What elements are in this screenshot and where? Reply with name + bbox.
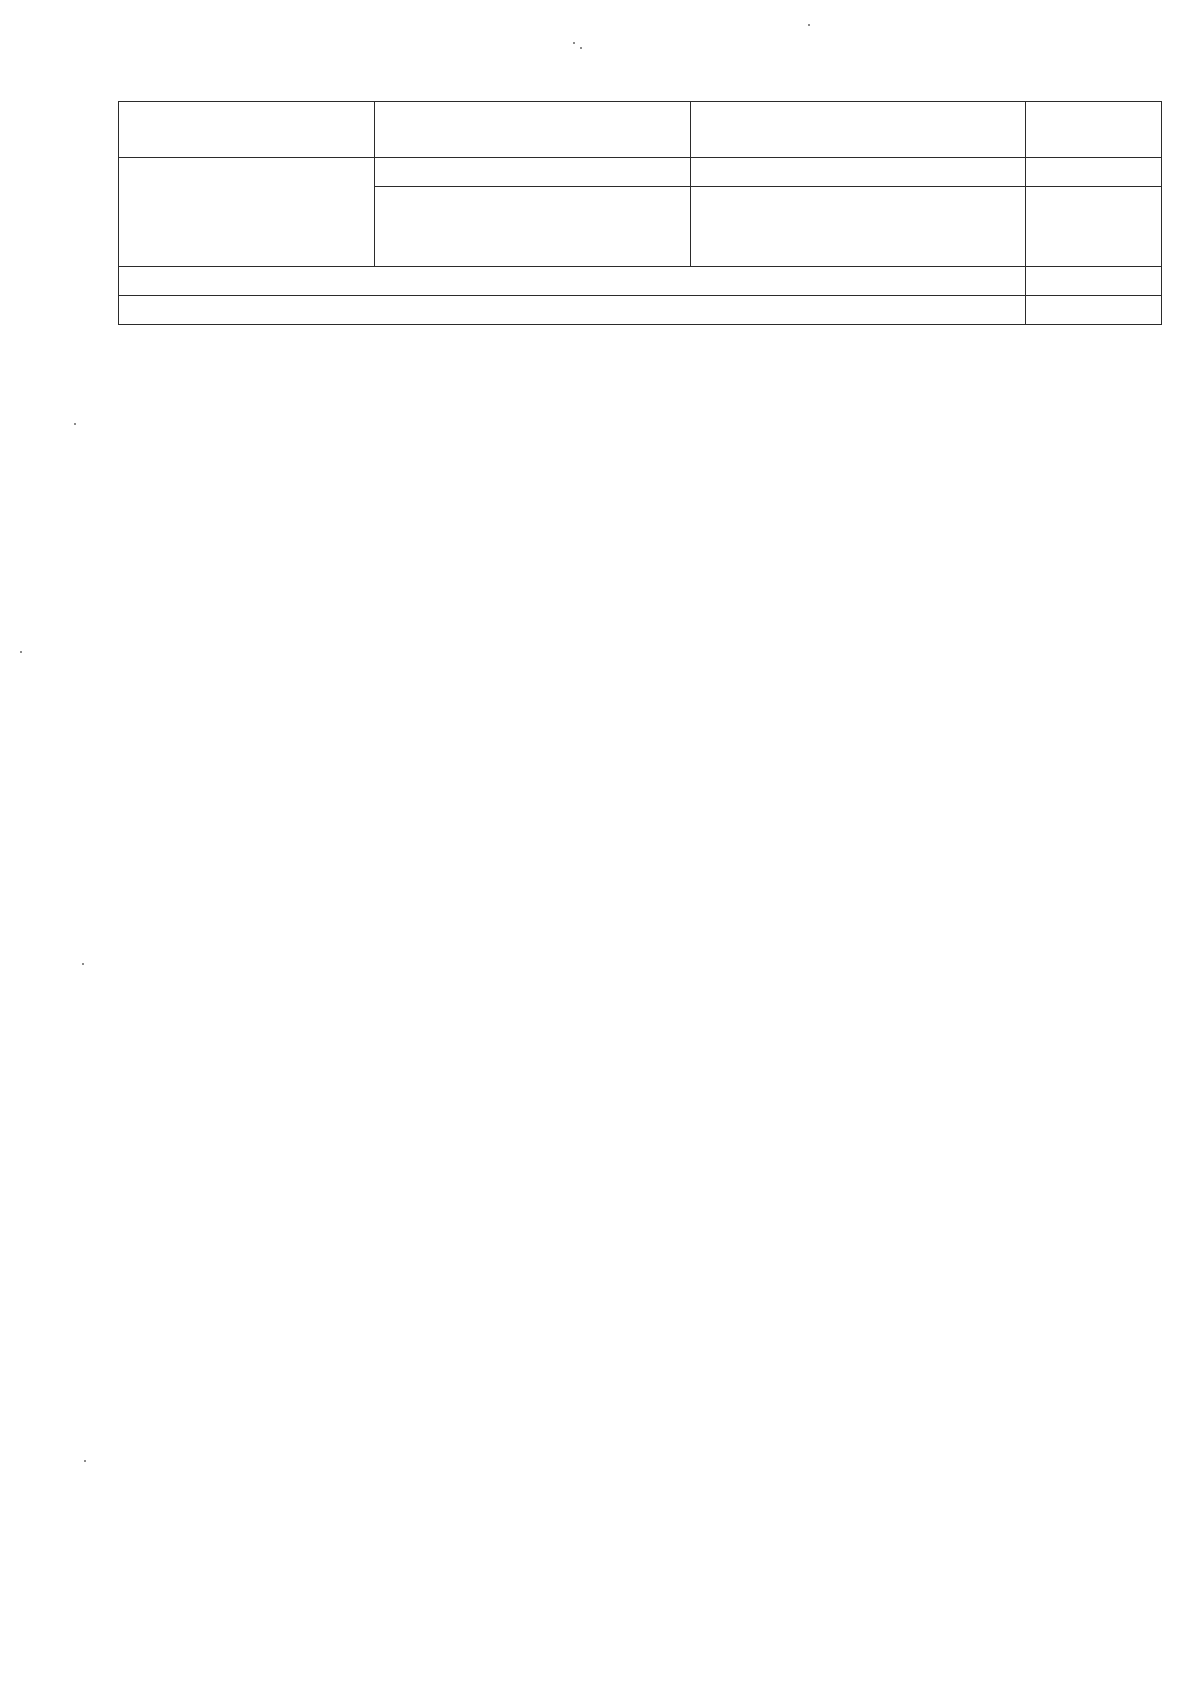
table-row bbox=[0, 464, 8, 493]
area-cell bbox=[6, 290, 8, 319]
area-cell bbox=[6, 29, 8, 58]
area-cell bbox=[6, 116, 8, 145]
table-row bbox=[0, 261, 8, 290]
scan-speck bbox=[84, 1460, 86, 1462]
area-cell bbox=[6, 493, 8, 522]
table-row bbox=[0, 319, 8, 348]
area-cell bbox=[6, 609, 8, 638]
table-row bbox=[0, 435, 8, 464]
area-cell bbox=[1026, 187, 1162, 267]
table-row bbox=[0, 58, 8, 87]
area-cell bbox=[6, 58, 8, 87]
table-header-row bbox=[119, 102, 1162, 158]
quarters-cell bbox=[691, 187, 1026, 267]
header-type bbox=[119, 102, 375, 158]
area-cell bbox=[6, 261, 8, 290]
category-cell-continued bbox=[119, 158, 375, 267]
forest-use-table bbox=[118, 101, 1162, 325]
area-cell bbox=[6, 145, 8, 174]
forestry-cell bbox=[375, 158, 691, 187]
total-area bbox=[1026, 296, 1162, 325]
area-cell bbox=[6, 319, 8, 348]
area-cell bbox=[1026, 158, 1162, 187]
header-forestry bbox=[375, 102, 691, 158]
scan-speck bbox=[808, 24, 810, 26]
scan-speck bbox=[20, 651, 22, 653]
table-row bbox=[0, 580, 8, 609]
table-row bbox=[0, 0, 8, 29]
scan-speck bbox=[74, 423, 76, 425]
area-cell bbox=[6, 406, 8, 435]
area-cell bbox=[6, 203, 8, 232]
table-row bbox=[0, 232, 8, 261]
area-cell bbox=[6, 0, 8, 29]
area-cell bbox=[6, 580, 8, 609]
area-cell bbox=[6, 522, 8, 551]
table-row bbox=[0, 638, 8, 667]
total-row bbox=[119, 267, 1162, 296]
table-row bbox=[0, 290, 8, 319]
quarters-cell bbox=[691, 158, 1026, 187]
header-quarters bbox=[691, 102, 1026, 158]
table-row bbox=[0, 203, 8, 232]
table-row bbox=[0, 29, 8, 58]
scan-speck bbox=[82, 963, 84, 965]
table-row bbox=[0, 87, 8, 116]
table-row bbox=[0, 493, 8, 522]
area-cell bbox=[6, 232, 8, 261]
area-cell bbox=[6, 377, 8, 406]
total-label bbox=[119, 267, 1026, 296]
table-row bbox=[119, 158, 1162, 187]
forestry-cell bbox=[375, 187, 691, 267]
area-cell bbox=[6, 87, 8, 116]
table-row bbox=[0, 377, 8, 406]
table-row bbox=[0, 348, 8, 377]
area-cell bbox=[6, 348, 8, 377]
area-cell bbox=[6, 435, 8, 464]
table-row bbox=[0, 522, 8, 551]
table-row bbox=[0, 609, 8, 638]
area-cell bbox=[6, 551, 8, 580]
table-row bbox=[0, 145, 8, 174]
area-cell bbox=[6, 174, 8, 203]
table-row bbox=[0, 406, 8, 435]
header-area bbox=[1026, 102, 1162, 158]
total-label bbox=[119, 296, 1026, 325]
table-row bbox=[0, 551, 8, 580]
table-body bbox=[119, 102, 1162, 296]
area-cell bbox=[6, 464, 8, 493]
scan-speck bbox=[573, 42, 575, 44]
table-row bbox=[0, 174, 8, 203]
area-cell bbox=[6, 638, 8, 667]
total-area bbox=[1026, 267, 1162, 296]
total-row bbox=[119, 296, 1162, 325]
scan-speck bbox=[580, 47, 582, 49]
table-row bbox=[0, 116, 8, 145]
